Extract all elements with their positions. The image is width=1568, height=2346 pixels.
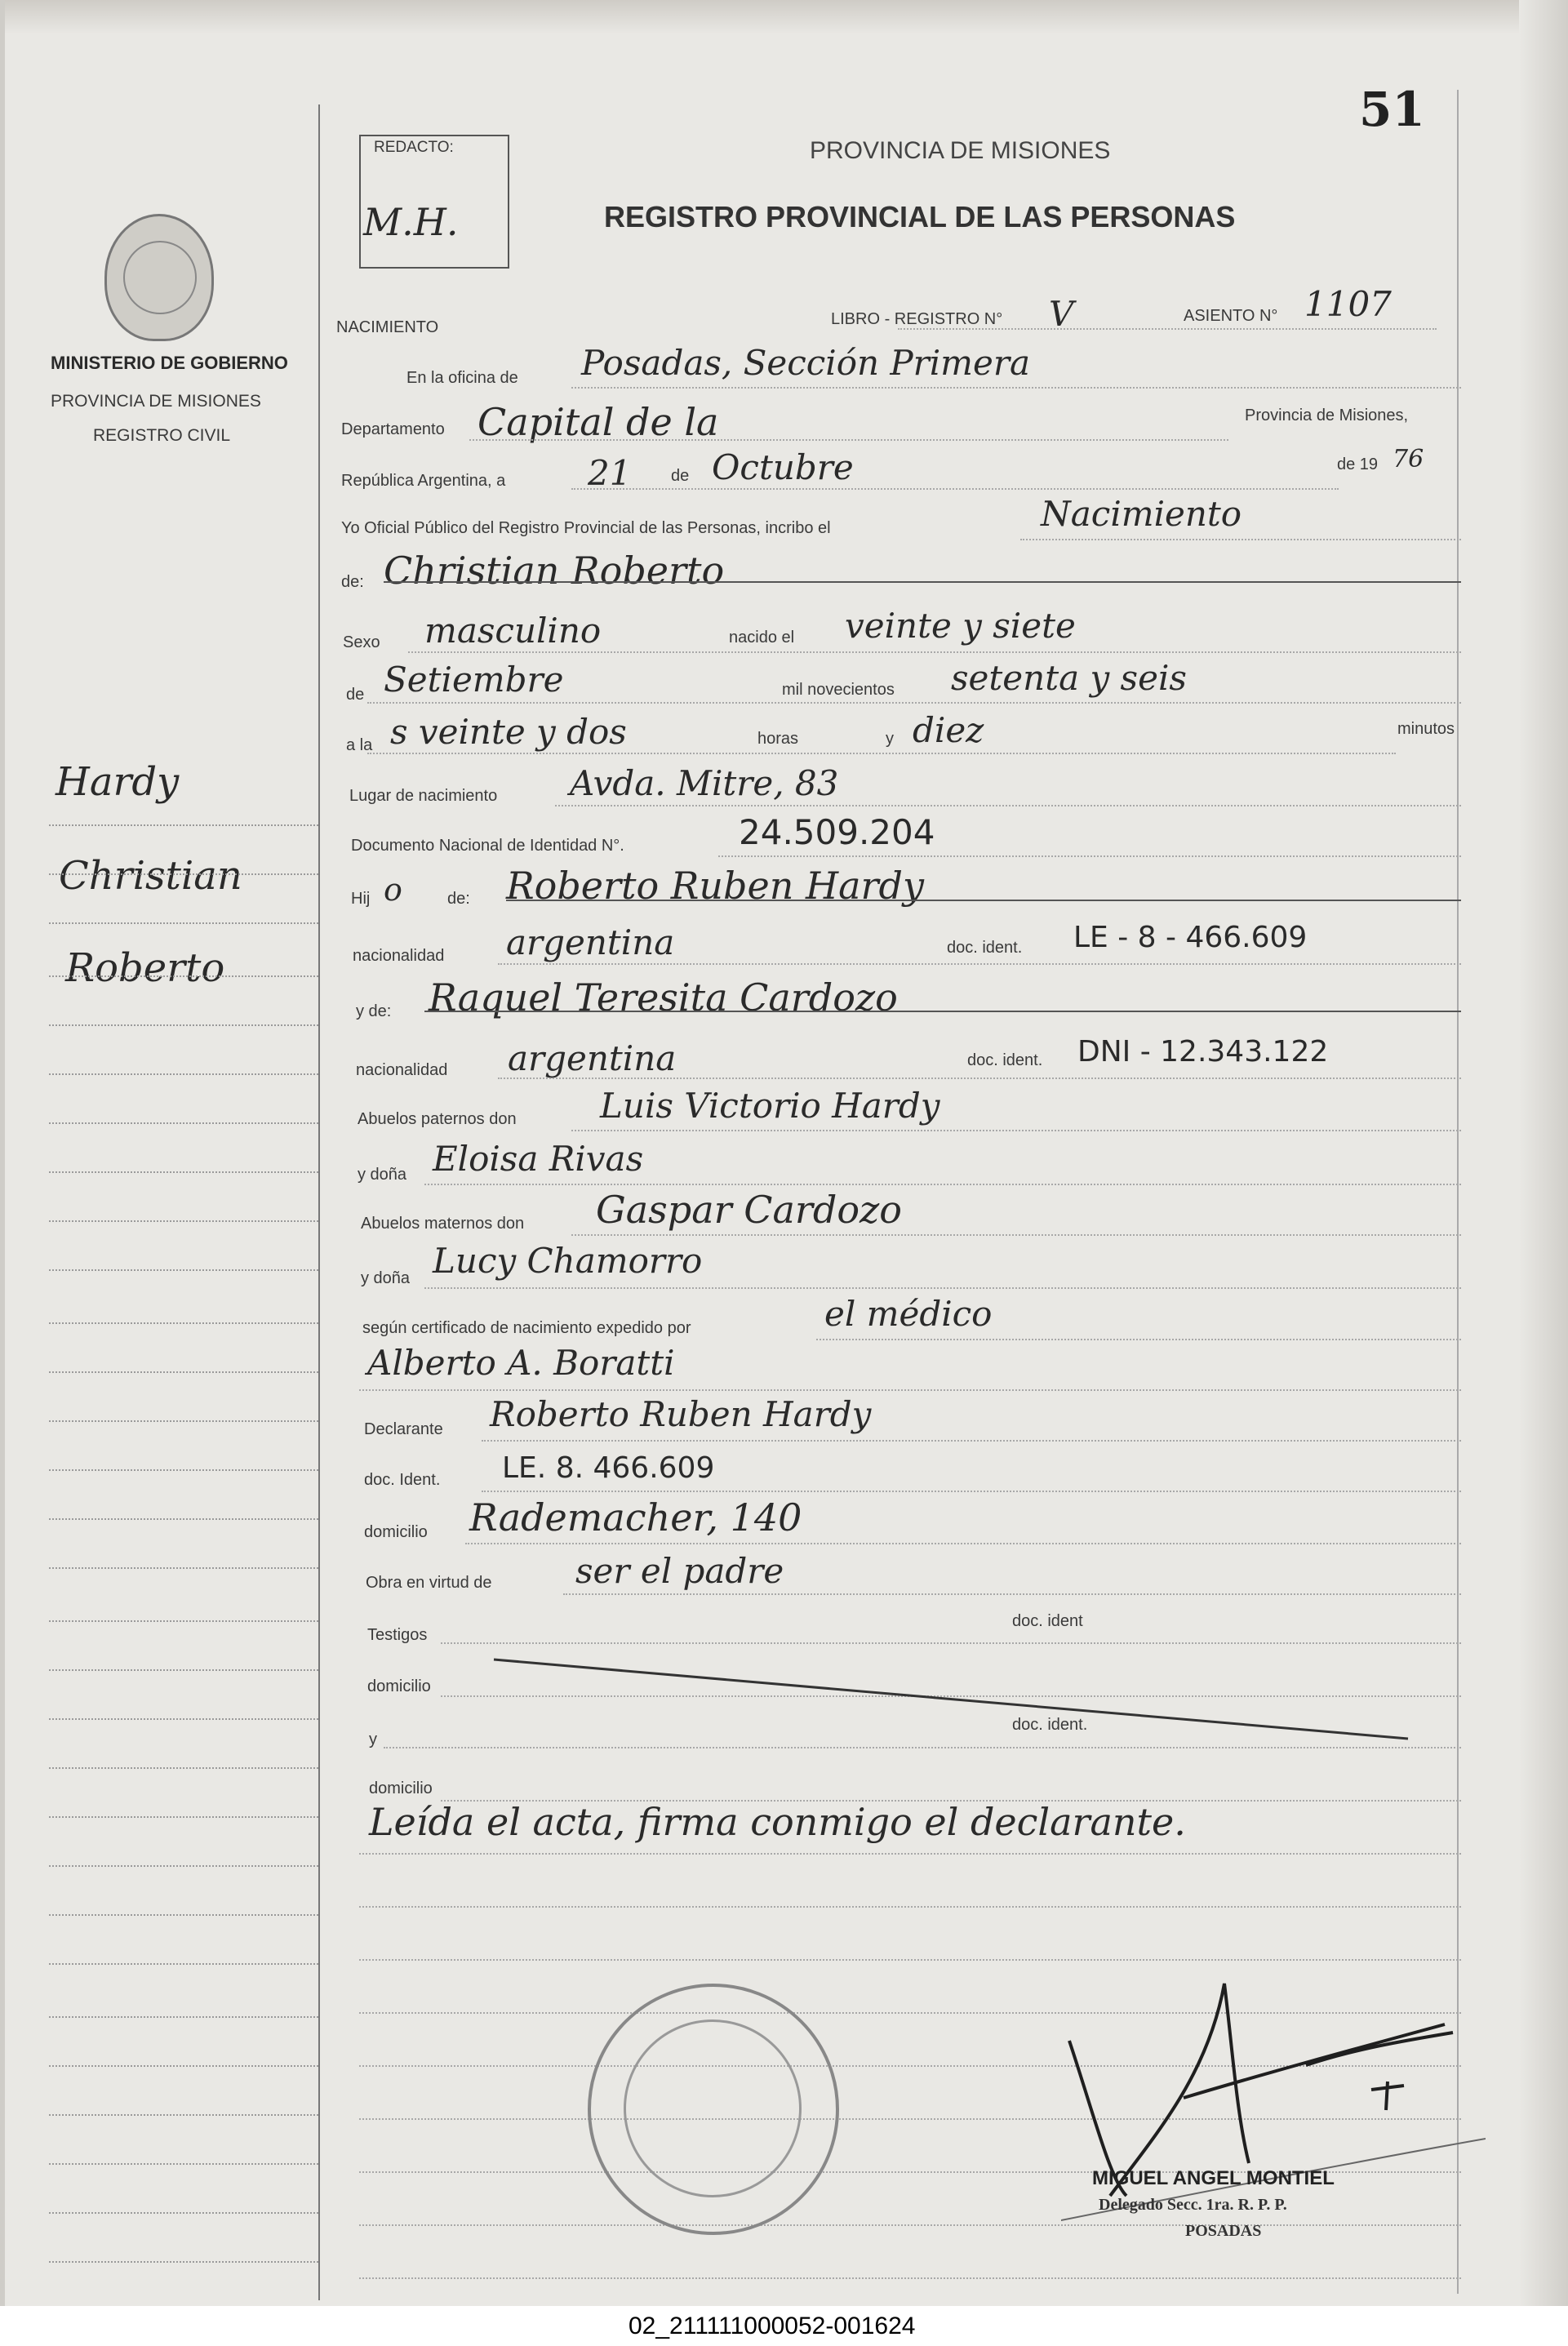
hijo-suffix: o bbox=[384, 872, 402, 908]
oficial-value: Nacimiento bbox=[1041, 494, 1242, 534]
asiento-value: 1107 bbox=[1304, 284, 1392, 324]
margin-middle-name: Roberto bbox=[65, 945, 225, 991]
libro-label: LIBRO - REGISTRO N° bbox=[831, 310, 1003, 328]
oficina-value: Posadas, Sección Primera bbox=[581, 343, 1030, 383]
cancel-strike-line bbox=[490, 1653, 1412, 1743]
sexo-value: masculino bbox=[424, 611, 602, 651]
lugar-label: Lugar de nacimiento bbox=[349, 787, 498, 805]
oficial-label: Yo Oficial Público del Registro Provincial de las Personas, incribo el bbox=[341, 519, 831, 537]
dni-value: 24.509.204 bbox=[739, 812, 935, 852]
nac2-label: nacionalidad bbox=[356, 1061, 448, 1079]
left-province-label: PROVINCIA DE MISIONES bbox=[51, 392, 261, 411]
nac2-value: argentina bbox=[508, 1038, 677, 1078]
nacido-label: nacido el bbox=[729, 629, 795, 646]
closing-statement: Leída el acta, firma conmigo el declarante. bbox=[369, 1800, 1186, 1844]
hijo-de-label: de: bbox=[447, 890, 470, 908]
doc3-value: LE. 8. 466.609 bbox=[502, 1451, 715, 1485]
page-left-edge bbox=[0, 0, 5, 2306]
domicilio2-label: domicilio bbox=[367, 1677, 431, 1695]
mil-value: setenta y seis bbox=[951, 658, 1187, 698]
minutos-label: minutos bbox=[1397, 720, 1455, 738]
y-label: y bbox=[886, 730, 894, 748]
asiento-label: ASIENTO N° bbox=[1184, 307, 1278, 325]
abuelo-p-value: Luis Victorio Hardy bbox=[600, 1086, 940, 1126]
declarante-value: Roberto Ruben Hardy bbox=[490, 1394, 872, 1434]
certificado-value: el médico bbox=[824, 1294, 993, 1334]
signatory-title: Delegado Secc. 1ra. R. P. P. bbox=[1099, 2196, 1287, 2214]
y-de-label: y de: bbox=[356, 1002, 392, 1020]
republica-label: República Argentina, a bbox=[341, 472, 506, 490]
de-nombre-label: de: bbox=[341, 573, 364, 591]
domicilio-label: domicilio bbox=[364, 1523, 428, 1541]
dia-value: 21 bbox=[588, 453, 632, 493]
abuelos-m-label: Abuelos maternos don bbox=[361, 1215, 525, 1233]
doc1-label: doc. ident. bbox=[947, 939, 1023, 957]
doc5-label: doc. ident. bbox=[1012, 1716, 1088, 1734]
page-right-shadow bbox=[1519, 0, 1568, 2306]
padre-value: Roberto Ruben Hardy bbox=[506, 864, 924, 908]
image-id-bar bbox=[0, 2306, 1568, 2346]
certificado-label: según certificado de nacimiento expedido por bbox=[362, 1319, 691, 1337]
nac1-label: nacionalidad bbox=[353, 947, 445, 965]
abuelos-p-label: Abuelos paternos don bbox=[358, 1110, 517, 1128]
redacto-initials: M.H. bbox=[363, 200, 459, 244]
de-label: de bbox=[671, 467, 690, 485]
obra-value: ser el padre bbox=[575, 1551, 784, 1591]
signatory-name: MIGUEL ANGEL MONTIEL bbox=[1092, 2167, 1335, 2189]
signatory-city: POSADAS bbox=[1185, 2222, 1262, 2240]
declarante-label: Declarante bbox=[364, 1420, 443, 1438]
margin-rule bbox=[318, 104, 320, 2300]
image-id-label: 02_211111000052-001624 bbox=[629, 2313, 916, 2339]
nacido-value: veinte y siete bbox=[845, 606, 1076, 646]
mil-label: mil novecientos bbox=[782, 681, 895, 699]
abuela-m-value: Lucy Chamorro bbox=[433, 1241, 703, 1281]
dona2-label: y doña bbox=[361, 1269, 411, 1287]
horas-value: s veinte y dos bbox=[390, 712, 627, 752]
domicilio-value: Rademacher, 140 bbox=[469, 1495, 802, 1540]
de-mes-label: de bbox=[346, 686, 365, 704]
departamento-value: Capital de la bbox=[478, 400, 719, 444]
minutos-value: diez bbox=[913, 710, 984, 750]
provincia-label: Provincia de Misiones, bbox=[1245, 407, 1409, 424]
y2-label: y bbox=[369, 1731, 377, 1748]
nac1-value: argentina bbox=[506, 922, 675, 962]
page-top-shadow bbox=[0, 0, 1568, 34]
page-number: 51 bbox=[1359, 82, 1425, 137]
dni-label: Documento Nacional de Identidad N°. bbox=[351, 837, 624, 855]
margin-surname: Hardy bbox=[56, 759, 180, 805]
doc1-value: LE - 8 - 466.609 bbox=[1073, 921, 1308, 954]
anio-label: de 19 bbox=[1337, 455, 1379, 473]
registry-title: REGISTRO PROVINCIAL DE LAS PERSONAS bbox=[604, 200, 1236, 233]
doc3-label: doc. Ident. bbox=[364, 1471, 441, 1489]
mes-nac-value: Setiembre bbox=[384, 660, 564, 700]
hijo-label: Hij bbox=[351, 890, 371, 908]
official-stamp bbox=[588, 1984, 839, 2235]
anio-value: 76 bbox=[1393, 445, 1424, 473]
horas-label: horas bbox=[757, 730, 799, 748]
ministry-label: MINISTERIO DE GOBIERNO bbox=[51, 353, 288, 373]
dona1-label: y doña bbox=[358, 1166, 407, 1184]
child-name-value: Christian Roberto bbox=[384, 549, 725, 593]
a-las-label: a la bbox=[346, 736, 373, 754]
abuelo-m-value: Gaspar Cardozo bbox=[596, 1188, 902, 1232]
margin-first-name: Christian bbox=[59, 853, 242, 899]
redacto-label: REDACTO: bbox=[374, 139, 454, 156]
testigos-label: Testigos bbox=[367, 1626, 428, 1644]
coat-of-arms-seal bbox=[104, 214, 214, 341]
domicilio3-label: domicilio bbox=[369, 1779, 433, 1797]
libro-value: V bbox=[1049, 294, 1074, 334]
departamento-label: Departamento bbox=[341, 420, 445, 438]
oficina-label: En la oficina de bbox=[406, 369, 518, 387]
sexo-label: Sexo bbox=[343, 633, 380, 651]
province-heading: PROVINCIA DE MISIONES bbox=[810, 137, 1111, 164]
abuela-p-value: Eloisa Rivas bbox=[433, 1139, 644, 1179]
doc2-value: DNI - 12.343.122 bbox=[1077, 1035, 1329, 1069]
obra-label: Obra en virtud de bbox=[366, 1574, 492, 1592]
lugar-value: Avda. Mitre, 83 bbox=[570, 763, 839, 803]
mes-value: Octubre bbox=[712, 447, 854, 487]
medico-value: Alberto A. Boratti bbox=[367, 1343, 675, 1383]
record-type-label: NACIMIENTO bbox=[336, 318, 439, 336]
doc2-label: doc. ident. bbox=[967, 1051, 1043, 1069]
doc4-label: doc. ident bbox=[1012, 1612, 1083, 1630]
registry-label: REGISTRO CIVIL bbox=[93, 426, 231, 445]
madre-value: Raquel Teresita Cardozo bbox=[429, 975, 898, 1020]
